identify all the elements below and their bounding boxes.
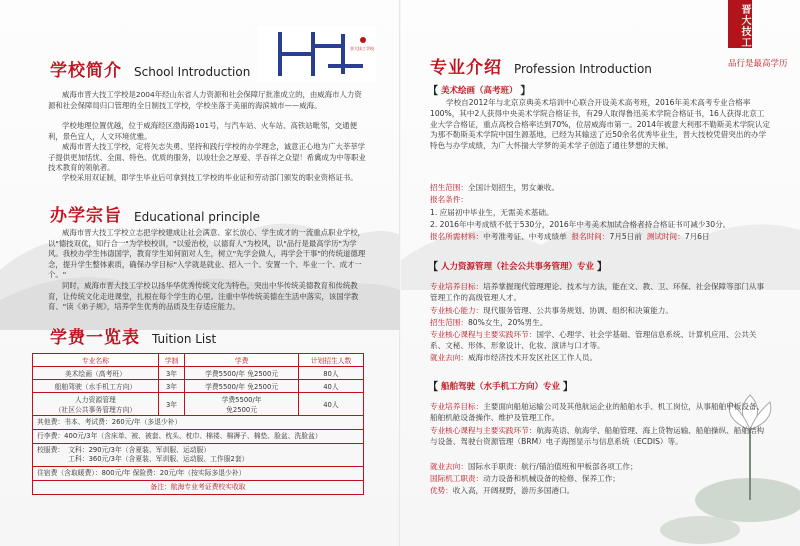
uniform-sci: 工科：360元/3年（含夏装、军训服、运动服、工作服2套） [68, 455, 249, 463]
bracket-icon: 【 [428, 86, 438, 97]
label: 测试时间： [646, 232, 685, 241]
label: 就业去向： [430, 462, 468, 471]
principle-paragraph: 同时，威海市晋大技工学校以扬华华优秀传统文化为特色，突出中华传统美德教育和传统教育，让传统文化走进课堂，扎根在每个学生的心里。注重中华传统美德在生活中落实，该国学教育、"读《弟子规》，培养学生优秀的品质及生存适应能力。 [48, 281, 359, 312]
table-header: 学费 [185, 354, 299, 367]
label: 专业培养目标： [430, 282, 484, 291]
fee-note-remark: 备注：航海专业考证费校实收取 [150, 483, 246, 491]
label: 专业培养目标： [430, 402, 484, 411]
table-cell: 80人 [298, 367, 363, 380]
intro-paragraph: 学校地理位置优越，位于威海经区渤海路101号，与汽车站、火车站、高铁站毗邻，交通便利，景色宜人，人文环境优雅。 [48, 121, 357, 141]
principle-heading [50, 201, 260, 226]
table-row [33, 380, 364, 393]
bracket-icon: 】 [520, 86, 531, 97]
principle-title-en: Educational principle [134, 210, 260, 224]
table-cell: 学费5500/年 免2500元 [185, 380, 299, 393]
bracket-icon: 【 [428, 262, 438, 273]
intro-paragraph: 威海市晋大技工学校，定将矢志失勇、坚持和践行学校的办学理念，诚意正心地为广大莘莘学子提供更加恬忧、全面、特色、优质的服务，以竣壮会之厚爱、孚吞祥之众望！希冀成为中等职业技术教育的领航者。 [48, 142, 366, 173]
label: 招生范围： [430, 183, 468, 192]
major-name: 美术绘画（高考班） [441, 85, 518, 96]
table-cell: 船舶驾驶（水手机工方向） [33, 380, 159, 393]
fees-title-zh: 学费一览表 [50, 328, 140, 348]
hr-course [430, 330, 770, 352]
label: 专业核心课程与主要实践环节： [430, 330, 537, 339]
table-cell: 3年 [158, 393, 184, 416]
major-tag-ship [428, 378, 573, 393]
fee-note-uniform [33, 444, 363, 467]
art-cond-1: 1. 应届初中毕业生，无需美术基础。 [430, 208, 554, 217]
label: 就业去向： [430, 353, 468, 362]
value: 收入高，开阔视野，游历多国港口。 [452, 486, 575, 495]
intro-heading [50, 56, 250, 81]
value: 7月6日 [684, 232, 710, 241]
table-cell: 美术绘画（高考班） [33, 367, 159, 380]
table-cell: 学费5500/年 免2500元 [185, 367, 299, 380]
hr-core [430, 306, 770, 317]
intro-title-en: School Introduction [134, 65, 251, 79]
uniform-label: 校服费： [37, 446, 65, 454]
ship-adv [430, 486, 770, 497]
table-header: 计划招生人数 [298, 354, 363, 367]
value: 主要面向船舶运输公司及其他航运企业的船舶水手、机工岗位，从事船舶甲板设备、船舶机舱设备操作、维护及管理工作。 [430, 402, 765, 422]
ship-job [430, 462, 770, 473]
fee-notes [32, 415, 364, 495]
major-tag-art [428, 82, 531, 97]
fee-note-housing: 住宿费（含取暖费）：800元/年 保险费：20元/年（按实际多退少补） [33, 467, 363, 481]
label: 专业核心能力： [430, 306, 484, 315]
value: 国际水手职责：航行/锚泊值班和甲板部各项工作； [467, 462, 638, 471]
table-cell: 40人 [298, 393, 363, 416]
label: 报名所需材料： [430, 232, 484, 241]
map-label: 晋大技工学校 [350, 46, 374, 51]
label: 专业核心课程与主要实践环节： [430, 426, 537, 435]
bracket-icon: 】 [597, 262, 608, 273]
value: 中考准考证、中考成绩单 [483, 232, 567, 241]
table-cell: 人力资源管理 （社区公共事务管理方向） [33, 393, 159, 416]
uniform-details [68, 446, 248, 464]
major-name: 船舶驾驶（水手机工方向）专业 [441, 381, 561, 392]
value: 全国计划招生，男女兼收。 [467, 183, 560, 192]
art-cond-2: 2. 2016年中考成绩不低于530分，2016年中考美术加试合格者持合格证书可减少30分。 [430, 220, 731, 229]
fee-note-other: 其他费：书本、考试费：260元/年（多退少补） [33, 416, 363, 430]
label: 国际机工职责： [430, 474, 484, 483]
ship-job2 [430, 474, 770, 485]
table-cell: 3年 [158, 367, 184, 380]
art-intro: 学校自2012年与北京京典美术培训中心联合开设美术高考班，2016年美术高考专业合格率100%，其中2人获得中央美术学院合格证书，有29人取得鲁迅美术学院合格证书，16人获得北京工业大学合格证，重点高校合格率达到70%，位居威海市第一。2014年被意大利那不勒斯美术学院认定为那不勒斯美术学院中国生源基地，已经为其输送了近50余名优秀毕业生，晋大技校凭借突出的办学特色与办学成绩，为广大怀揣大学梦的美术学子创造了通往梦想的天梯。 [430, 98, 770, 151]
table-cell: 3年 [158, 380, 184, 393]
hr-enroll [430, 318, 770, 329]
fee-note-living: 行李费：400元/3年（含床单、被、被套、枕头、枕巾、棉褛、棉褥子、棉垫、脸盆、洗脸盆） [33, 430, 363, 444]
hr-goal [430, 282, 770, 304]
value: 80%女生，20%男生。 [467, 318, 548, 327]
label: 优势： [430, 486, 453, 495]
principle-paragraph: 威海市晋大技工学校立志把学校建成让社会满意、家长放心、学生成才的一流重点职业学校，以"德技双优，知行合一"为学校校训，"以爱治校，以德育人"为校风，以"品行是最高学历"为学风。我校办学生伟德国学，教育学生知何面对人生，树立"先学会做人，再学会干事"的传统道德理念，提升学生整体素质，确保办学目标"入学就是就业、招入一个、安置一个、毕业一个、成才一个。" [48, 228, 366, 280]
table-row [33, 367, 364, 380]
uniform-art: 文科：290元/3年（含夏装、军训服、运动服） [68, 446, 211, 454]
table-header-row [33, 354, 364, 367]
majors-title-zh: 专业介绍 [430, 58, 502, 78]
fees-title-en: Tuition List [152, 332, 217, 346]
ship-goal [430, 402, 770, 424]
art-enroll [430, 183, 770, 194]
table-cell: 40人 [298, 380, 363, 393]
table-header: 学制 [158, 354, 184, 367]
school-banner: 晋大技工 [728, 0, 752, 48]
bracket-icon: 】 [563, 382, 574, 393]
majors-heading [430, 53, 652, 78]
label: 招生范围： [430, 318, 468, 327]
intro-title-zh: 学校简介 [50, 61, 122, 81]
value: 威海市经济技术开发区社区工作人员。 [467, 353, 598, 362]
value: 航海英语、航海学、船舶管理、海上货物运输、船舶操纵、船舶结构与设备、驾驶台资源管理（BRM）电子海图显示与信息系统（ECDIS）等。 [430, 426, 765, 446]
majors-title-en: Profession Introduction [514, 62, 652, 76]
bracket-icon: 【 [428, 382, 438, 393]
major-tag-hr [428, 258, 607, 273]
table-row [33, 393, 364, 416]
value: 现代服务管理、公共事务规划、协调、组织和决策能力。 [483, 306, 673, 315]
intro-paragraph: 威海市晋大技工学校是2004年经山东省人力资源和社会保障厅批准成立的，由威海市人力资源和社会保障局归口管理的全日制技工学校，学校坐落于美丽的海滨城市——威海。 [48, 90, 362, 110]
value: 7月5日前 [609, 232, 642, 241]
principle-title-zh: 办学宗旨 [50, 206, 122, 226]
value: 培养掌握现代管理理论、技术与方法，能在文、教、卫、环保、社会保障等部门从事管理工作的高级管理人才。 [430, 282, 765, 302]
tuition-table [32, 353, 364, 416]
art-cond-label: 报名条件： [430, 195, 468, 204]
intro-paragraph: 学校采用双证制，即学生毕业后可拿到技工学校的毕业证和劳动部门颁发的职业资格证书。 [62, 173, 358, 182]
label: 报名时间： [571, 232, 610, 241]
location-map [258, 26, 376, 82]
value: 国学、心理学、社会学基础、管理信息系统、计算机应用、公共关系、文秘、形体、形象设计、化妆、演讲与口才等。 [430, 330, 757, 350]
value: 动力设备和机械设备的检修、保养工作； [483, 474, 620, 483]
school-slogan: 品行是最高学历 [728, 59, 788, 69]
hr-job [430, 353, 770, 364]
table-header: 专业名称 [33, 354, 159, 367]
art-docs [430, 232, 775, 243]
fees-heading [50, 323, 216, 348]
table-cell: 学费5500/年 免2500元 [185, 393, 299, 416]
ship-course [430, 426, 770, 448]
major-name: 人力资源管理（社会公共事务管理）专业 [441, 261, 595, 272]
